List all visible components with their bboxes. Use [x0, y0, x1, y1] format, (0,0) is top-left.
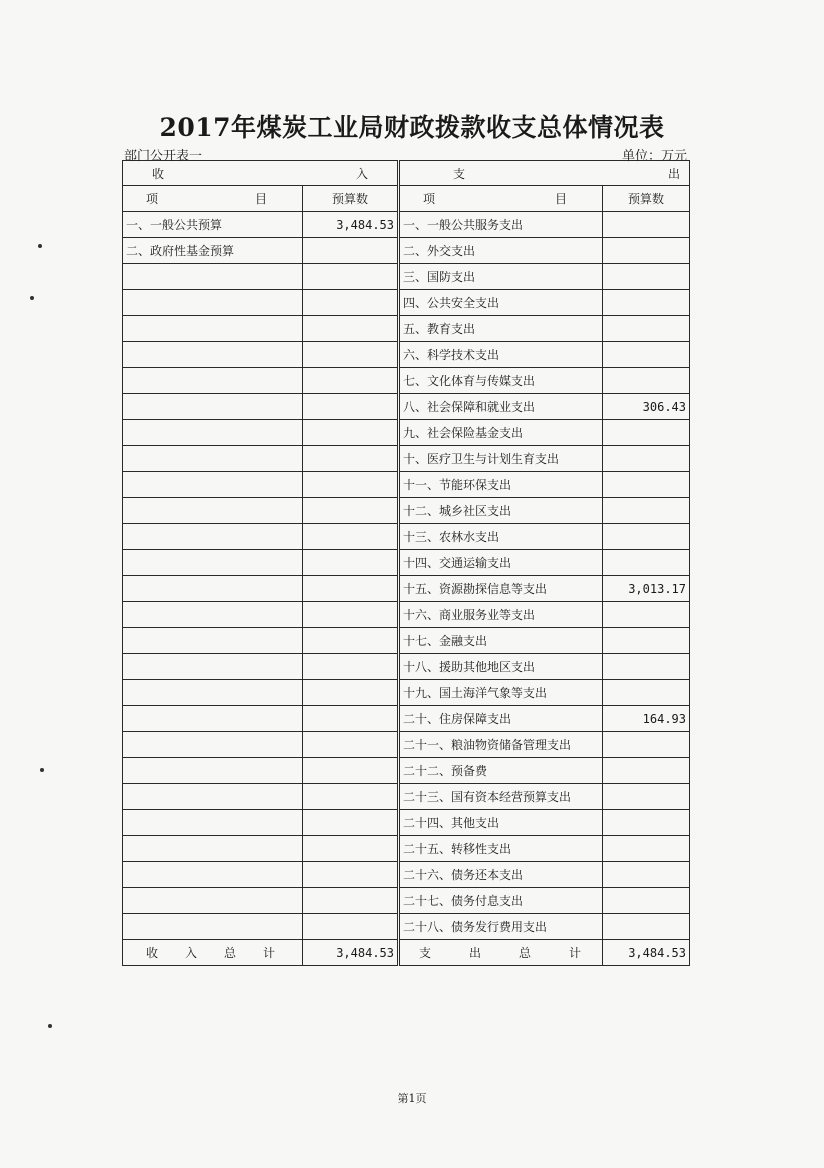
- expense-header-char-2: 出: [667, 166, 680, 181]
- income-item-label: [123, 550, 303, 576]
- expense-item-value: [603, 420, 690, 446]
- expense-item-label: 十八、援助其他地区支出: [399, 654, 603, 680]
- expense-item-label: 十七、金融支出: [399, 628, 603, 654]
- income-item-value: [303, 576, 399, 602]
- income-item-value: [303, 472, 399, 498]
- income-item-value: [303, 888, 399, 914]
- expense-total-label-char: 出: [468, 946, 481, 960]
- column-header-row: [123, 186, 690, 212]
- income-item-value: [303, 290, 399, 316]
- expense-item-label: 二十、住房保障支出: [399, 706, 603, 732]
- income-item-label: [123, 810, 303, 836]
- income-item-label: [123, 264, 303, 290]
- income-item-value: [303, 810, 399, 836]
- expense-header-char-1: 支: [453, 166, 466, 181]
- expense-item-label: 二十一、粮油物资储备管理支出: [399, 732, 603, 758]
- item-header-char-1: 项: [146, 192, 159, 206]
- table-row: [123, 420, 690, 446]
- expense-item-value: [603, 498, 690, 524]
- income-item-value: [303, 368, 399, 394]
- expense-item-header: [399, 186, 603, 212]
- income-item-value: [303, 680, 399, 706]
- income-total-label: [123, 940, 303, 966]
- expense-item-label: 二、外交支出: [399, 238, 603, 264]
- income-total-label-char: 入: [184, 946, 197, 960]
- income-item-value: [303, 784, 399, 810]
- table-row: [123, 524, 690, 550]
- table-row: [123, 758, 690, 784]
- expense-item-value: [603, 368, 690, 394]
- table-row: [123, 550, 690, 576]
- table-row: [123, 862, 690, 888]
- income-item-value: [303, 602, 399, 628]
- income-item-label: [123, 394, 303, 420]
- expense-item-label: 六、科学技术支出: [399, 342, 603, 368]
- income-item-label: [123, 342, 303, 368]
- income-item-value: [303, 316, 399, 342]
- expense-total-value: 3,484.53: [603, 940, 690, 966]
- table-row: [123, 602, 690, 628]
- item-header-char-2: 目: [254, 192, 267, 206]
- income-item-label: [123, 524, 303, 550]
- table-row: [123, 498, 690, 524]
- expense-budget-header: 预算数: [603, 186, 690, 212]
- table-row: [123, 368, 690, 394]
- expense-item-label: 二十三、国有资本经营预算支出: [399, 784, 603, 810]
- page-number: 第1页: [397, 1092, 427, 1105]
- scan-speck: [38, 244, 42, 248]
- income-item-label: [123, 368, 303, 394]
- expense-item-label: 四、公共安全支出: [399, 290, 603, 316]
- expense-item-label: 十九、国土海洋气象等支出: [399, 680, 603, 706]
- expense-total-label-char: 总: [518, 946, 531, 960]
- income-item-value: [303, 394, 399, 420]
- income-item-label: [123, 576, 303, 602]
- table-row: [123, 706, 690, 732]
- expense-item-value: [603, 888, 690, 914]
- item-header-char-1: 项: [423, 192, 436, 206]
- income-item-value: [303, 550, 399, 576]
- income-item-value: [303, 914, 399, 940]
- form-label: 部门公开表一: [124, 149, 203, 164]
- income-item-label: [123, 472, 303, 498]
- expense-item-value: [603, 628, 690, 654]
- income-total-value: 3,484.53: [303, 940, 399, 966]
- expense-item-value: 3,013.17: [603, 576, 690, 602]
- expense-item-label: 二十五、转移性支出: [399, 836, 603, 862]
- expense-item-value: [603, 732, 690, 758]
- expense-item-label: 五、教育支出: [399, 316, 603, 342]
- expense-item-value: [603, 212, 690, 238]
- table-row: [123, 888, 690, 914]
- expense-item-value: [603, 472, 690, 498]
- income-item-label: [123, 654, 303, 680]
- income-total-label-char: 总: [223, 946, 236, 960]
- unit-label: 单位：万元: [622, 149, 688, 164]
- income-item-value: [303, 498, 399, 524]
- income-item-label: [123, 680, 303, 706]
- income-item-label: 一、一般公共预算: [123, 212, 303, 238]
- income-item-value: [303, 706, 399, 732]
- table-row: [123, 732, 690, 758]
- expense-item-label: 三、国防支出: [399, 264, 603, 290]
- table-row: [123, 316, 690, 342]
- table-row: [123, 394, 690, 420]
- table-row: [123, 472, 690, 498]
- table-row: [123, 628, 690, 654]
- expense-item-label: 二十六、债务还本支出: [399, 862, 603, 888]
- expense-item-value: [603, 316, 690, 342]
- income-total-label-char: 收: [146, 946, 159, 960]
- income-item-label: [123, 290, 303, 316]
- income-item-value: 3,484.53: [303, 212, 399, 238]
- expense-item-value: [603, 758, 690, 784]
- expense-section-header: [399, 161, 690, 186]
- income-item-label: [123, 446, 303, 472]
- expense-total-label-char: 支: [419, 946, 432, 960]
- income-item-value: [303, 264, 399, 290]
- income-item-label: [123, 784, 303, 810]
- table-row: [123, 212, 690, 238]
- table-row: [123, 238, 690, 264]
- scan-speck: [48, 1024, 52, 1028]
- item-header-char-2: 目: [554, 192, 567, 206]
- income-header-char-1: 收: [152, 166, 165, 181]
- expense-item-label: 七、文化体育与传媒支出: [399, 368, 603, 394]
- expense-item-label: 二十二、预备费: [399, 758, 603, 784]
- expense-item-value: [603, 238, 690, 264]
- table-row: [123, 836, 690, 862]
- expense-item-value: [603, 914, 690, 940]
- income-item-value: [303, 654, 399, 680]
- expense-total-label-char: 计: [568, 946, 581, 960]
- expense-item-value: [603, 550, 690, 576]
- totals-row: [123, 940, 690, 966]
- expense-item-label: 二十七、债务付息支出: [399, 888, 603, 914]
- income-item-label: 二、政府性基金预算: [123, 238, 303, 264]
- income-item-value: [303, 862, 399, 888]
- income-item-value: [303, 446, 399, 472]
- income-total-label-char: 计: [262, 946, 275, 960]
- budget-table-body: [123, 161, 690, 966]
- income-item-header: [123, 186, 303, 212]
- expense-item-value: [603, 680, 690, 706]
- expense-item-label: 十一、节能环保支出: [399, 472, 603, 498]
- scan-speck: [30, 296, 34, 300]
- table-row: [123, 576, 690, 602]
- income-item-label: [123, 498, 303, 524]
- expense-item-value: 164.93: [603, 706, 690, 732]
- income-item-value: [303, 836, 399, 862]
- expense-item-value: [603, 342, 690, 368]
- table-row: [123, 290, 690, 316]
- income-item-label: [123, 628, 303, 654]
- expense-total-label: [399, 940, 603, 966]
- expense-item-value: [603, 810, 690, 836]
- income-item-label: [123, 914, 303, 940]
- table-row: [123, 264, 690, 290]
- income-item-value: [303, 524, 399, 550]
- income-item-label: [123, 706, 303, 732]
- table-row: [123, 654, 690, 680]
- page-title: 2017年煤炭工业局财政拨款收支总体情况表: [159, 113, 665, 142]
- expense-item-value: [603, 524, 690, 550]
- expense-item-value: [603, 654, 690, 680]
- income-item-value: [303, 732, 399, 758]
- budget-table: [122, 160, 690, 966]
- table-row: [123, 680, 690, 706]
- expense-item-value: [603, 264, 690, 290]
- income-item-label: [123, 836, 303, 862]
- income-header-char-2: 入: [355, 166, 368, 181]
- expense-item-label: 二十四、其他支出: [399, 810, 603, 836]
- income-item-label: [123, 602, 303, 628]
- income-item-value: [303, 420, 399, 446]
- expense-item-value: [603, 290, 690, 316]
- income-item-value: [303, 758, 399, 784]
- section-header-row: [123, 161, 690, 186]
- expense-item-label: 八、社会保障和就业支出: [399, 394, 603, 420]
- table-row: [123, 914, 690, 940]
- income-item-value: [303, 628, 399, 654]
- table-row: [123, 342, 690, 368]
- income-budget-header: 预算数: [303, 186, 399, 212]
- expense-item-label: 二十八、债务发行费用支出: [399, 914, 603, 940]
- table-row: [123, 810, 690, 836]
- expense-item-label: 十六、商业服务业等支出: [399, 602, 603, 628]
- expense-item-value: [603, 836, 690, 862]
- expense-item-label: 一、一般公共服务支出: [399, 212, 603, 238]
- expense-item-label: 十三、农林水支出: [399, 524, 603, 550]
- income-item-label: [123, 862, 303, 888]
- expense-item-label: 九、社会保险基金支出: [399, 420, 603, 446]
- expense-item-value: [603, 784, 690, 810]
- income-item-value: [303, 342, 399, 368]
- table-row: [123, 784, 690, 810]
- income-item-label: [123, 758, 303, 784]
- expense-item-value: [603, 862, 690, 888]
- expense-item-label: 十二、城乡社区支出: [399, 498, 603, 524]
- expense-item-value: [603, 446, 690, 472]
- scan-speck: [40, 768, 44, 772]
- income-section-header: [123, 161, 399, 186]
- table-row: [123, 446, 690, 472]
- expense-item-label: 十、医疗卫生与计划生育支出: [399, 446, 603, 472]
- income-item-label: [123, 420, 303, 446]
- expense-item-label: 十四、交通运输支出: [399, 550, 603, 576]
- income-item-label: [123, 732, 303, 758]
- expense-item-value: 306.43: [603, 394, 690, 420]
- expense-item-value: [603, 602, 690, 628]
- expense-item-label: 十五、资源勘探信息等支出: [399, 576, 603, 602]
- income-item-value: [303, 238, 399, 264]
- income-item-label: [123, 888, 303, 914]
- income-item-label: [123, 316, 303, 342]
